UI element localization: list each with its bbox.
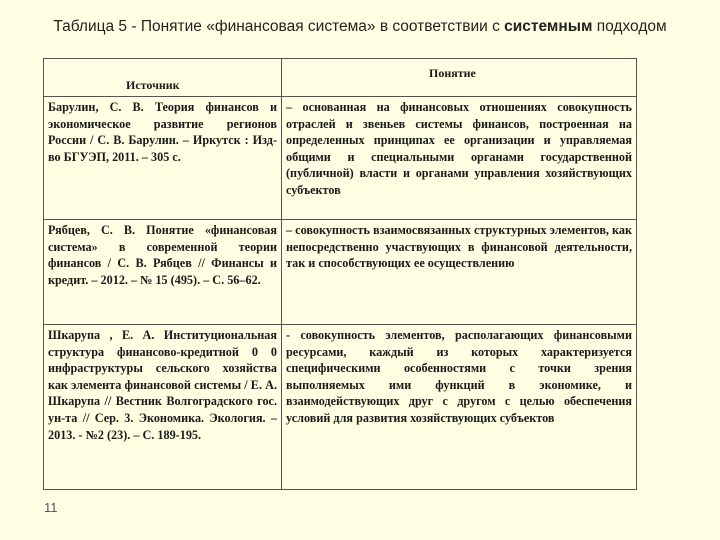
- header-cell-source: [44, 59, 282, 97]
- header-concept-label: Понятие: [429, 66, 476, 80]
- concept-cell: - совокупность элементов, располагающих финансовыми ресурсами, каждый из которых характеризуется специфическими особенностями с точки зрения выполняемых ими функций в экономике, и взаимодействующих друг с другом с целью обеспечения условий для развития хозяйствующих субъектов: [282, 325, 637, 490]
- table-row: [44, 325, 637, 490]
- header-cell-concept: [282, 59, 637, 97]
- concept-cell: – основанная на финансовых отношениях совокупность отраслей и звеньев системы финансов, построенная на определенных принципах ее организации и управляемая общими и специальными органами государственной (публичной) власти и органами управления хозяйствующих субъектов: [282, 97, 637, 220]
- caption-prefix: Таблица 5 - Понятие «финансовая система» в соответствии с: [53, 18, 505, 35]
- caption-bold: системным: [504, 18, 593, 35]
- source-cell: Барулин, С. В. Теория финансов и экономическое развитие регионов России / С. В. Барулин. – Иркутск : Изд-во БГУЭП, 2011. – 305 с.: [44, 97, 282, 220]
- page-number: 11: [44, 500, 58, 515]
- financial-system-table: [43, 58, 637, 490]
- table-header-row: [44, 59, 637, 97]
- header-source-label: Источник: [126, 78, 180, 93]
- table-row: [44, 97, 637, 220]
- table-caption: [0, 18, 720, 36]
- table-row: [44, 220, 637, 325]
- source-cell: Рябцев, С. В. Понятие «финансовая система» в современной теории финансов / С. В. Рябцев // Финансы и кредит. – 2012. – № 15 (495). – С. 56–62.: [44, 220, 282, 325]
- source-cell: Шкарупа , Е. А. Институциональная структура финансово-кредитной 0 0 инфраструктуры сельского хозяйства как элемента финансовой системы / Е. А. Шкарупа // Вестник Волгоградского гос. ун-та // Сер. 3. Экономика. Экология. – 2013. - №2 (23). – С. 189-195.: [44, 325, 282, 490]
- caption-suffix: подходом: [592, 18, 667, 35]
- concept-cell: – совокупность взаимосвязанных структурных элементов, как непосредственно участвующих в финансовой деятельности, так и способствующих ее осуществлению: [282, 220, 637, 325]
